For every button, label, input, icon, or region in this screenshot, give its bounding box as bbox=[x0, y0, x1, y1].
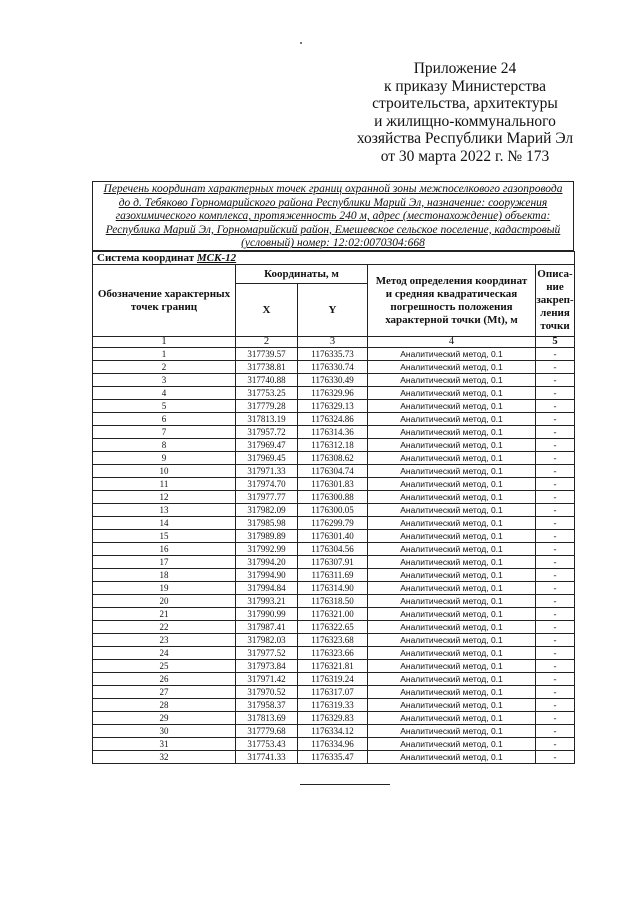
coord-y: 1176314.90 bbox=[298, 582, 368, 595]
method: Аналитический метод, 0.1 bbox=[368, 504, 536, 517]
method: Аналитический метод, 0.1 bbox=[368, 387, 536, 400]
table-row bbox=[93, 465, 575, 478]
footer-divider bbox=[300, 784, 390, 785]
table-caption bbox=[95, 183, 571, 251]
coord-y: 1176330.49 bbox=[298, 374, 368, 387]
appendix-header bbox=[330, 60, 600, 165]
point-number: 8 bbox=[93, 439, 236, 452]
method: Аналитический метод, 0.1 bbox=[368, 569, 536, 582]
point-number: 13 bbox=[93, 504, 236, 517]
point-number: 27 bbox=[93, 686, 236, 699]
coord-y: 1176318.50 bbox=[298, 595, 368, 608]
method: Аналитический метод, 0.1 bbox=[368, 738, 536, 751]
coord-y: 1176321.81 bbox=[298, 660, 368, 673]
point-number: 19 bbox=[93, 582, 236, 595]
coord-y: 1176301.83 bbox=[298, 478, 368, 491]
coord-y: 1176335.73 bbox=[298, 348, 368, 361]
table-row bbox=[93, 478, 575, 491]
point-number: 12 bbox=[93, 491, 236, 504]
header-line: от 30 марта 2022 г. № 173 bbox=[380, 147, 550, 165]
coord-x: 317813.19 bbox=[236, 413, 298, 426]
coord-y: 1176308.62 bbox=[298, 452, 368, 465]
table-row bbox=[93, 582, 575, 595]
fixing: - bbox=[536, 569, 575, 582]
header-line: строительства, архитектуры bbox=[372, 95, 558, 112]
column-number: 5 bbox=[536, 337, 575, 348]
coord-x: 317993.21 bbox=[236, 595, 298, 608]
method: Аналитический метод, 0.1 bbox=[368, 582, 536, 595]
header-designation: Обозначение характерных точек границ bbox=[93, 265, 236, 337]
point-number: 20 bbox=[93, 595, 236, 608]
fixing: - bbox=[536, 348, 575, 361]
table-row bbox=[93, 738, 575, 751]
coord-x: 317994.84 bbox=[236, 582, 298, 595]
fixing: - bbox=[536, 400, 575, 413]
table-row bbox=[93, 647, 575, 660]
coord-x: 317739.57 bbox=[236, 348, 298, 361]
point-number: 18 bbox=[93, 569, 236, 582]
coord-x: 317958.37 bbox=[236, 699, 298, 712]
coord-y: 1176299.79 bbox=[298, 517, 368, 530]
fixing: - bbox=[536, 621, 575, 634]
coord-x: 317974.70 bbox=[236, 478, 298, 491]
method: Аналитический метод, 0.1 bbox=[368, 608, 536, 621]
point-number: 15 bbox=[93, 530, 236, 543]
point-number: 6 bbox=[93, 413, 236, 426]
coord-x: 317957.72 bbox=[236, 426, 298, 439]
fixing: - bbox=[536, 608, 575, 621]
method: Аналитический метод, 0.1 bbox=[368, 361, 536, 374]
coord-y: 1176334.96 bbox=[298, 738, 368, 751]
point-number: 1 bbox=[93, 348, 236, 361]
point-number: 7 bbox=[93, 426, 236, 439]
method: Аналитический метод, 0.1 bbox=[368, 517, 536, 530]
table-row bbox=[93, 413, 575, 426]
coordinate-system-label: Система координат bbox=[97, 252, 195, 264]
method: Аналитический метод, 0.1 bbox=[368, 660, 536, 673]
method: Аналитический метод, 0.1 bbox=[368, 556, 536, 569]
table-row bbox=[93, 543, 575, 556]
fixing: - bbox=[536, 374, 575, 387]
fixing: - bbox=[536, 413, 575, 426]
point-number: 21 bbox=[93, 608, 236, 621]
column-number: 3 bbox=[298, 337, 368, 348]
coordinate-system-row bbox=[93, 252, 575, 265]
point-number: 31 bbox=[93, 738, 236, 751]
method: Аналитический метод, 0.1 bbox=[368, 621, 536, 634]
method: Аналитический метод, 0.1 bbox=[368, 348, 536, 361]
table-row bbox=[93, 348, 575, 361]
method: Аналитический метод, 0.1 bbox=[368, 478, 536, 491]
table-row bbox=[93, 660, 575, 673]
coord-y: 1176319.33 bbox=[298, 699, 368, 712]
table-row bbox=[93, 712, 575, 725]
fixing: - bbox=[536, 426, 575, 439]
method: Аналитический метод, 0.1 bbox=[368, 751, 536, 764]
coord-x: 317992.99 bbox=[236, 543, 298, 556]
coord-x: 317971.33 bbox=[236, 465, 298, 478]
coord-x: 317994.90 bbox=[236, 569, 298, 582]
point-number: 28 bbox=[93, 699, 236, 712]
fixing: - bbox=[536, 751, 575, 764]
fixing: - bbox=[536, 478, 575, 491]
coord-x: 317994.20 bbox=[236, 556, 298, 569]
table-row bbox=[93, 374, 575, 387]
header-line: и жилищно-коммунального bbox=[374, 112, 556, 130]
point-number: 30 bbox=[93, 725, 236, 738]
fixing: - bbox=[536, 725, 575, 738]
fixing: - bbox=[536, 686, 575, 699]
coord-y: 1176322.65 bbox=[298, 621, 368, 634]
method: Аналитический метод, 0.1 bbox=[368, 699, 536, 712]
column-number: 2 bbox=[236, 337, 298, 348]
coord-y: 1176301.40 bbox=[298, 530, 368, 543]
method: Аналитический метод, 0.1 bbox=[368, 673, 536, 686]
fixing: - bbox=[536, 595, 575, 608]
coord-y: 1176323.68 bbox=[298, 634, 368, 647]
header-line: хозяйства Республики Марий Эл bbox=[356, 130, 574, 147]
point-number: 4 bbox=[93, 387, 236, 400]
point-number: 10 bbox=[93, 465, 236, 478]
table-row bbox=[93, 530, 575, 543]
column-number: 1 bbox=[93, 337, 236, 348]
scan-dot bbox=[300, 42, 302, 44]
coord-y: 1176312.18 bbox=[298, 439, 368, 452]
method: Аналитический метод, 0.1 bbox=[368, 543, 536, 556]
coord-x: 317753.25 bbox=[236, 387, 298, 400]
table-row bbox=[93, 517, 575, 530]
caption-line: (условный) номер: 12:02:0070304:668 bbox=[241, 237, 425, 250]
coord-y: 1176307.91 bbox=[298, 556, 368, 569]
coordinate-system bbox=[93, 252, 575, 265]
coordinates-table bbox=[92, 251, 575, 764]
coord-y: 1176317.07 bbox=[298, 686, 368, 699]
fixing: - bbox=[536, 699, 575, 712]
table-row bbox=[93, 595, 575, 608]
method: Аналитический метод, 0.1 bbox=[368, 413, 536, 426]
table-row bbox=[93, 426, 575, 439]
table-row bbox=[93, 608, 575, 621]
coord-x: 317741.33 bbox=[236, 751, 298, 764]
point-number: 23 bbox=[93, 634, 236, 647]
point-number: 2 bbox=[93, 361, 236, 374]
coord-x: 317990.99 bbox=[236, 608, 298, 621]
coord-x: 317989.89 bbox=[236, 530, 298, 543]
fixing: - bbox=[536, 504, 575, 517]
method: Аналитический метод, 0.1 bbox=[368, 400, 536, 413]
coord-x: 317973.84 bbox=[236, 660, 298, 673]
table-row bbox=[93, 621, 575, 634]
table-row bbox=[93, 634, 575, 647]
fixing: - bbox=[536, 387, 575, 400]
coord-x: 317985.98 bbox=[236, 517, 298, 530]
table-row bbox=[93, 439, 575, 452]
coord-x: 317753.43 bbox=[236, 738, 298, 751]
point-number: 3 bbox=[93, 374, 236, 387]
caption-line: до д. Тебяково Горномарийского района Республики Марий Эл, назначение: сооружения bbox=[118, 196, 548, 209]
method: Аналитический метод, 0.1 bbox=[368, 452, 536, 465]
coord-y: 1176329.83 bbox=[298, 712, 368, 725]
table-row bbox=[93, 686, 575, 699]
coord-x: 317740.88 bbox=[236, 374, 298, 387]
table-row bbox=[93, 751, 575, 764]
method: Аналитический метод, 0.1 bbox=[368, 426, 536, 439]
caption-line: Республика Марий Эл, Горномарийский район, Емешевское сельское поселение, кадастровый bbox=[105, 223, 561, 236]
header-fixing: Описа-ние закреп-ления точки bbox=[536, 265, 575, 337]
point-number: 29 bbox=[93, 712, 236, 725]
method: Аналитический метод, 0.1 bbox=[368, 686, 536, 699]
coord-x: 317738.81 bbox=[236, 361, 298, 374]
table-row bbox=[93, 699, 575, 712]
coord-x: 317969.47 bbox=[236, 439, 298, 452]
coord-y: 1176300.88 bbox=[298, 491, 368, 504]
table-row bbox=[93, 387, 575, 400]
table-row bbox=[93, 452, 575, 465]
header-line: к приказу Министерства bbox=[384, 77, 546, 95]
table-row bbox=[93, 491, 575, 504]
coord-x: 317970.52 bbox=[236, 686, 298, 699]
table-row bbox=[93, 569, 575, 582]
coord-y: 1176329.13 bbox=[298, 400, 368, 413]
column-numbers-row bbox=[93, 337, 575, 348]
header-method: Метод определения координат и средняя квадратическая погрешность положения характерной точки (Mt), м bbox=[368, 265, 536, 337]
coord-y: 1176335.47 bbox=[298, 751, 368, 764]
table-row bbox=[93, 673, 575, 686]
table-row bbox=[93, 504, 575, 517]
coord-x: 317813.69 bbox=[236, 712, 298, 725]
coord-x: 317977.52 bbox=[236, 647, 298, 660]
caption-line: Перечень координат характерных точек границ охранной зоны межпоселкового газопровода bbox=[103, 183, 563, 195]
point-number: 25 bbox=[93, 660, 236, 673]
coord-y: 1176319.24 bbox=[298, 673, 368, 686]
coord-y: 1176329.96 bbox=[298, 387, 368, 400]
point-number: 14 bbox=[93, 517, 236, 530]
coord-y: 1176311.69 bbox=[298, 569, 368, 582]
coord-x: 317971.42 bbox=[236, 673, 298, 686]
fixing: - bbox=[536, 634, 575, 647]
method: Аналитический метод, 0.1 bbox=[368, 530, 536, 543]
coord-x: 317977.77 bbox=[236, 491, 298, 504]
fixing: - bbox=[536, 712, 575, 725]
method: Аналитический метод, 0.1 bbox=[368, 634, 536, 647]
table-row bbox=[93, 556, 575, 569]
method: Аналитический метод, 0.1 bbox=[368, 465, 536, 478]
coord-y: 1176304.56 bbox=[298, 543, 368, 556]
fixing: - bbox=[536, 673, 575, 686]
fixing: - bbox=[536, 530, 575, 543]
table-row bbox=[93, 725, 575, 738]
fixing: - bbox=[536, 361, 575, 374]
coord-y: 1176330.74 bbox=[298, 361, 368, 374]
fixing: - bbox=[536, 465, 575, 478]
header-coordinates: Координаты, м bbox=[236, 265, 368, 284]
method: Аналитический метод, 0.1 bbox=[368, 712, 536, 725]
header-line: Приложение 24 bbox=[413, 60, 517, 77]
method: Аналитический метод, 0.1 bbox=[368, 374, 536, 387]
coord-x: 317982.09 bbox=[236, 504, 298, 517]
fixing: - bbox=[536, 543, 575, 556]
fixing: - bbox=[536, 452, 575, 465]
fixing: - bbox=[536, 660, 575, 673]
coord-x: 317982.03 bbox=[236, 634, 298, 647]
coord-y: 1176314.36 bbox=[298, 426, 368, 439]
column-number: 4 bbox=[368, 337, 536, 348]
coord-x: 317969.45 bbox=[236, 452, 298, 465]
header-x: X bbox=[236, 284, 298, 337]
fixing: - bbox=[536, 517, 575, 530]
header-y: Y bbox=[298, 284, 368, 337]
coord-y: 1176321.00 bbox=[298, 608, 368, 621]
table-row bbox=[93, 361, 575, 374]
point-number: 22 bbox=[93, 621, 236, 634]
coord-y: 1176334.12 bbox=[298, 725, 368, 738]
coord-y: 1176304.74 bbox=[298, 465, 368, 478]
table-row bbox=[93, 400, 575, 413]
fixing: - bbox=[536, 738, 575, 751]
coord-y: 1176300.05 bbox=[298, 504, 368, 517]
fixing: - bbox=[536, 491, 575, 504]
point-number: 24 bbox=[93, 647, 236, 660]
point-number: 16 bbox=[93, 543, 236, 556]
header-row bbox=[93, 265, 575, 284]
coord-x: 317987.41 bbox=[236, 621, 298, 634]
fixing: - bbox=[536, 647, 575, 660]
point-number: 5 bbox=[93, 400, 236, 413]
coord-x: 317779.28 bbox=[236, 400, 298, 413]
fixing: - bbox=[536, 439, 575, 452]
point-number: 11 bbox=[93, 478, 236, 491]
fixing: - bbox=[536, 582, 575, 595]
method: Аналитический метод, 0.1 bbox=[368, 439, 536, 452]
coord-x: 317779.68 bbox=[236, 725, 298, 738]
method: Аналитический метод, 0.1 bbox=[368, 491, 536, 504]
fixing: - bbox=[536, 556, 575, 569]
method: Аналитический метод, 0.1 bbox=[368, 595, 536, 608]
method: Аналитический метод, 0.1 bbox=[368, 725, 536, 738]
coord-y: 1176324.86 bbox=[298, 413, 368, 426]
coord-y: 1176323.66 bbox=[298, 647, 368, 660]
point-number: 17 bbox=[93, 556, 236, 569]
point-number: 26 bbox=[93, 673, 236, 686]
coordinate-system-name: МСК-12 bbox=[196, 252, 237, 264]
method: Аналитический метод, 0.1 bbox=[368, 647, 536, 660]
point-number: 32 bbox=[93, 751, 236, 764]
caption-line: газохимического комплекса, протяженность 240 м, адрес (местонахождение) объекта: bbox=[115, 210, 551, 223]
point-number: 9 bbox=[93, 452, 236, 465]
